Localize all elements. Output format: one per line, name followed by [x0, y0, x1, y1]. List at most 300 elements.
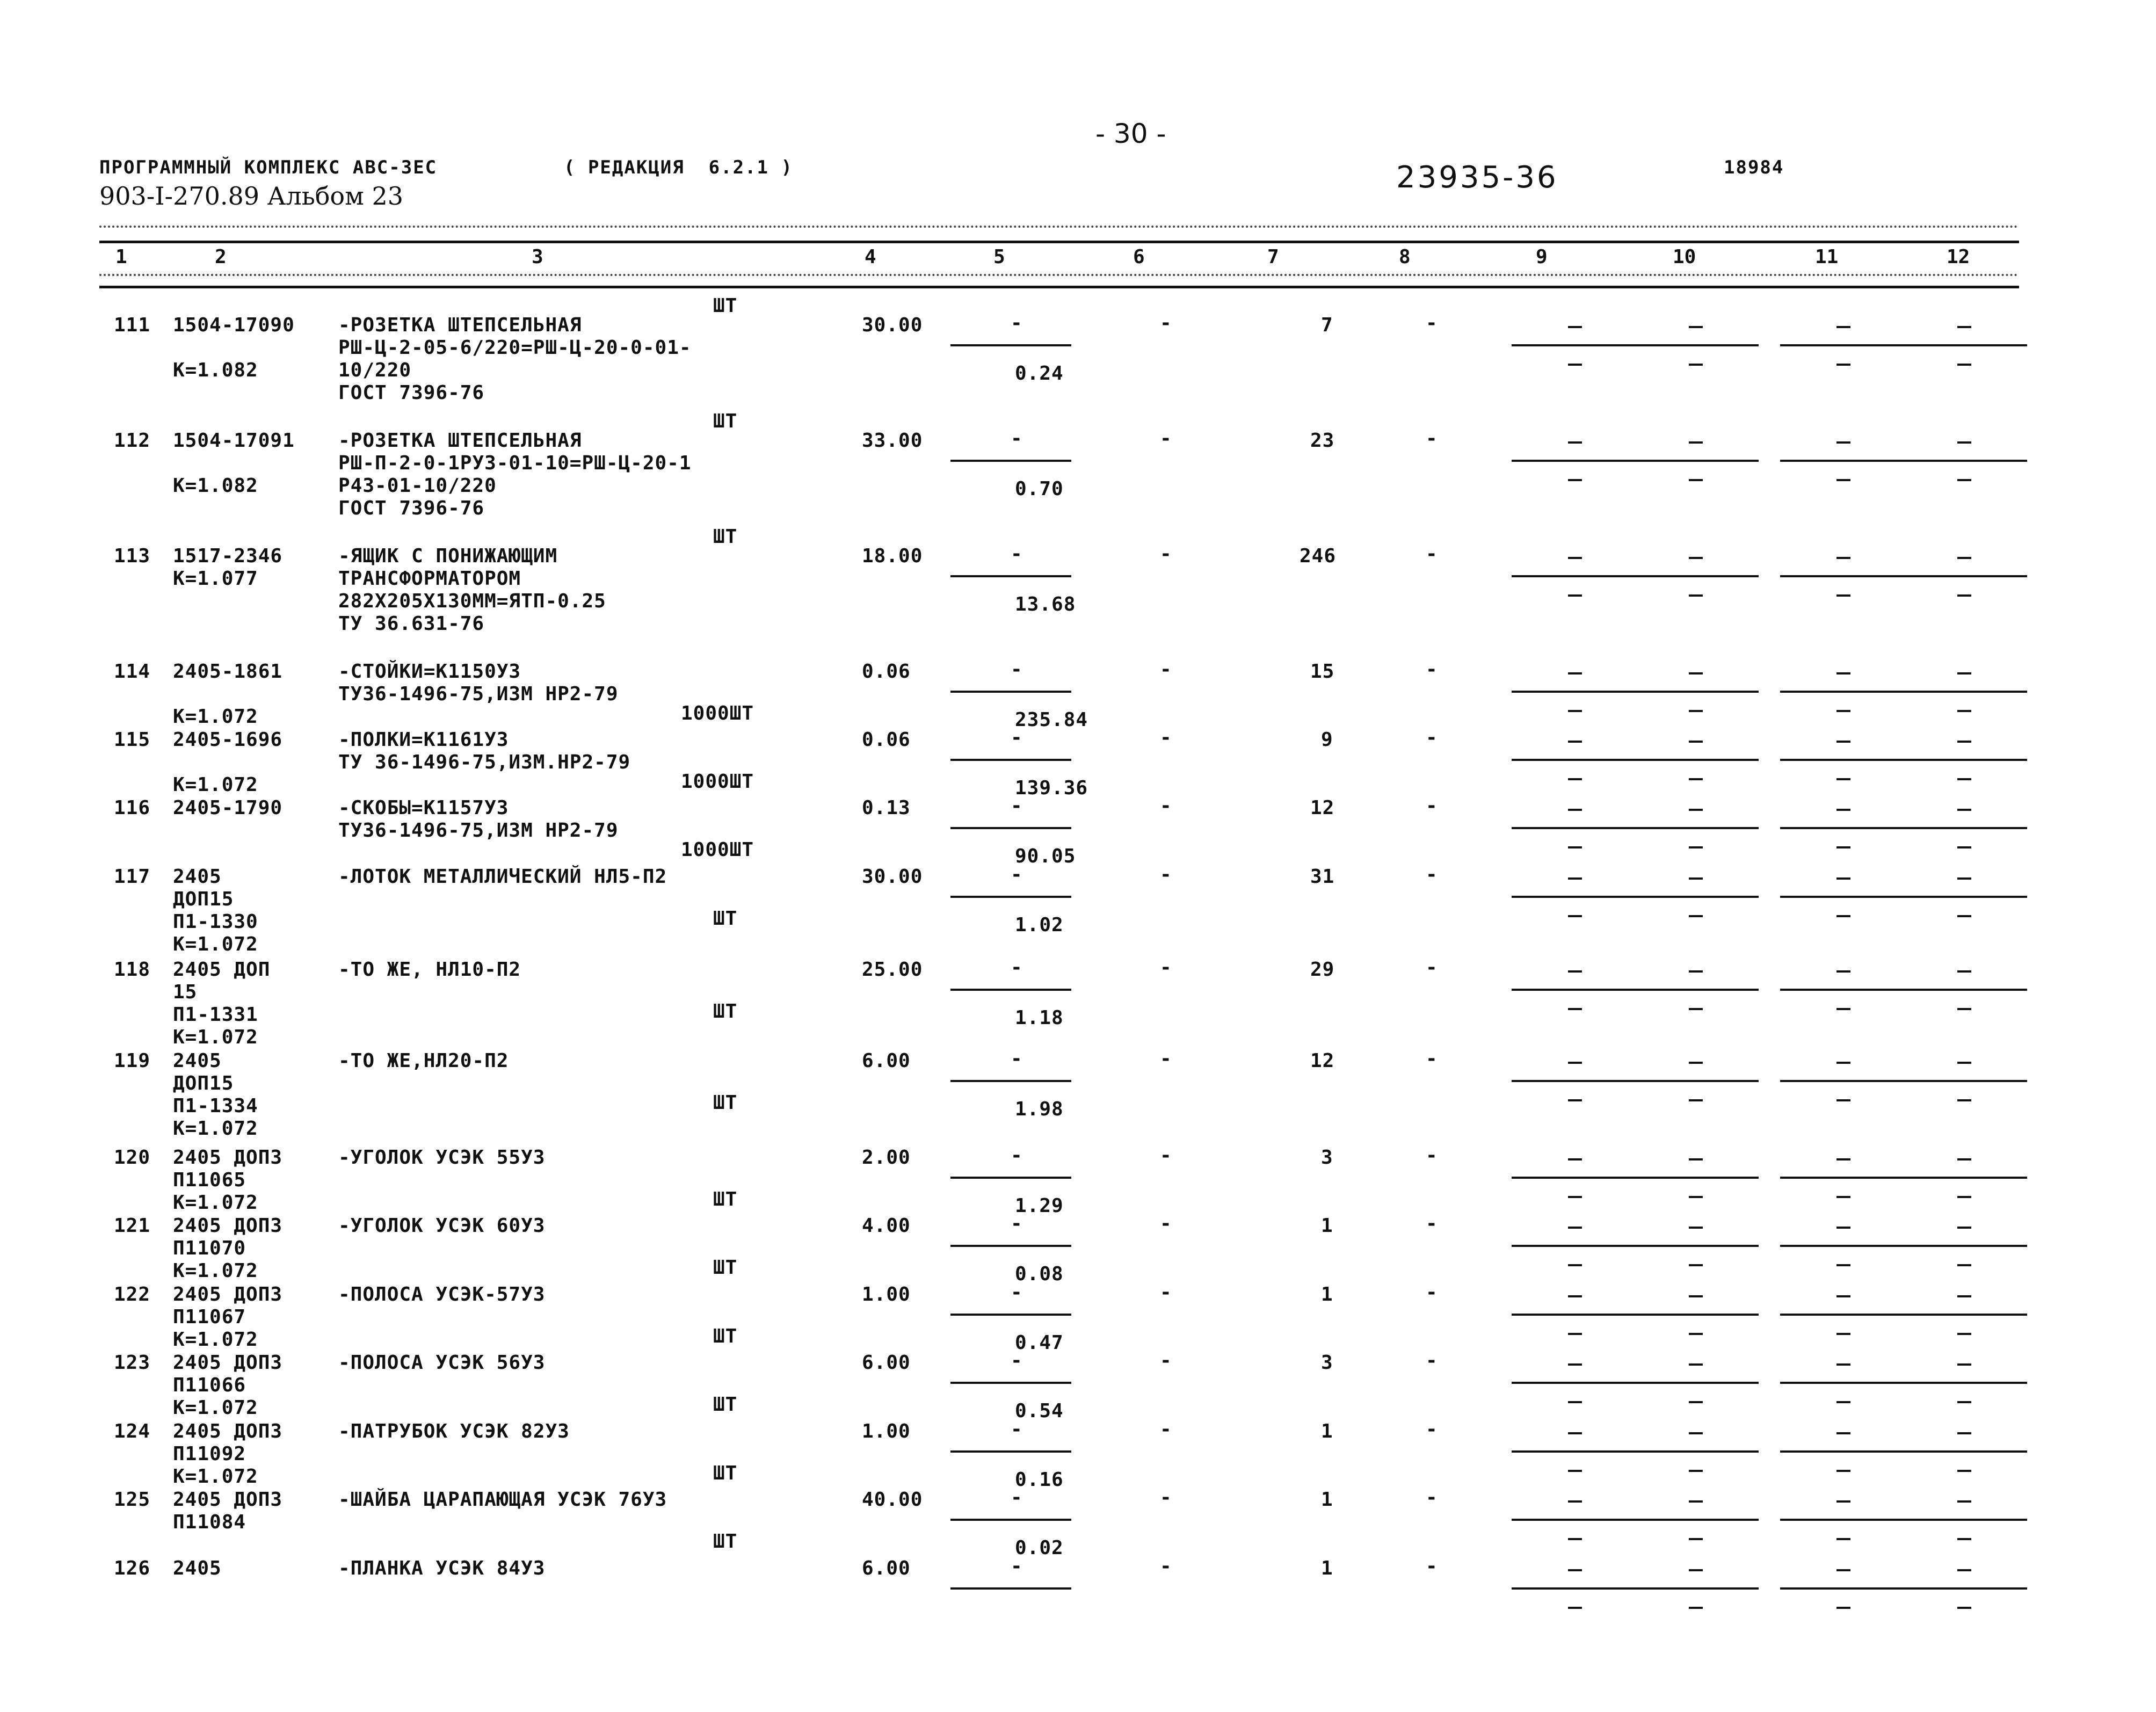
col5-fraction-line — [950, 691, 1071, 693]
col10-top-dash — [1689, 1363, 1703, 1366]
col5-top-value: - — [1011, 312, 1023, 334]
column-number-3: 3 — [532, 246, 543, 268]
col12-top-dash — [1957, 1500, 1971, 1503]
item-description: -ПАТРУБОК УСЭК 82У3 — [338, 1420, 570, 1442]
col10-bottom-dash — [1689, 1008, 1703, 1010]
col12-bottom-dash — [1957, 1333, 1971, 1335]
col9-top-dash — [1568, 557, 1582, 559]
col10-top-dash — [1689, 970, 1703, 973]
col11-top-dash — [1836, 1062, 1850, 1064]
col5-bottom-value: 1.98 — [1015, 1098, 1064, 1120]
col8-value: - — [1426, 864, 1438, 886]
col12-top-dash — [1957, 1569, 1971, 1571]
col8-value: - — [1426, 312, 1438, 334]
col6-value: - — [1160, 1486, 1172, 1508]
col11-bottom-dash — [1836, 846, 1850, 848]
col12-top-dash — [1957, 1227, 1971, 1229]
col11-bottom-dash — [1836, 778, 1850, 780]
col11-top-dash — [1836, 970, 1850, 973]
col10-bottom-dash — [1689, 1538, 1703, 1540]
col12-top-dash — [1957, 1158, 1971, 1160]
col11-bottom-dash — [1836, 1607, 1850, 1609]
quantity-value: 30.00 — [862, 866, 923, 888]
col8-value: - — [1426, 427, 1438, 449]
col5-fraction-line — [950, 827, 1071, 829]
col5-fraction-line — [950, 575, 1071, 577]
quantity-value: 6.00 — [862, 1557, 911, 1579]
col11-fraction-line — [1780, 827, 1906, 829]
col8-value: - — [1426, 1213, 1438, 1235]
col9-fraction-line — [1512, 1245, 1638, 1247]
item-description: -ТО ЖЕ, НЛ10-П2 — [338, 959, 521, 981]
quantity-value: 2.00 — [862, 1147, 911, 1169]
item-code: П11084 — [173, 1511, 246, 1533]
col12-fraction-line — [1901, 691, 2027, 693]
col10-fraction-line — [1632, 1314, 1759, 1316]
column-number-11: 11 — [1815, 246, 1839, 268]
col5-fraction-line — [950, 344, 1071, 346]
col8-value: - — [1426, 658, 1438, 680]
col7-value: 29 — [1310, 959, 1335, 981]
col6-value: - — [1160, 1418, 1172, 1440]
col9-fraction-line — [1512, 1519, 1638, 1521]
col10-top-dash — [1689, 1500, 1703, 1503]
item-code: 2405 — [173, 1557, 222, 1579]
col11-fraction-line — [1780, 344, 1906, 346]
col11-top-dash — [1836, 1569, 1850, 1571]
col5-bottom-value: 90.05 — [1015, 845, 1076, 867]
col11-bottom-dash — [1836, 1333, 1850, 1335]
item-code: П1-1330 — [173, 911, 258, 933]
col12-bottom-dash — [1957, 594, 1971, 597]
item-description: ТУ 36.631-76 — [338, 613, 485, 635]
col8-value: - — [1426, 1281, 1438, 1303]
item-description: ТУ 36-1496-75,ИЗМ.НР2-79 — [338, 751, 631, 773]
item-description: -ТО ЖЕ,НЛ20-П2 — [338, 1050, 509, 1072]
item-code: К=1.072 — [173, 706, 258, 728]
col9-bottom-dash — [1568, 1099, 1582, 1101]
item-description: -ЯЩИК С ПОНИЖАЮЩИМ — [338, 545, 558, 567]
col12-fraction-line — [1901, 896, 2027, 898]
col10-bottom-dash — [1689, 915, 1703, 917]
col5-bottom-value: 0.02 — [1015, 1537, 1064, 1559]
col11-fraction-line — [1780, 1245, 1906, 1247]
col10-top-dash — [1689, 672, 1703, 674]
item-code: 2405-1790 — [173, 797, 283, 819]
col5-fraction-line — [950, 896, 1071, 898]
col10-bottom-dash — [1689, 1607, 1703, 1609]
row-number: 111 — [114, 314, 151, 336]
col9-top-dash — [1568, 1569, 1582, 1571]
col9-fraction-line — [1512, 460, 1638, 462]
col11-fraction-line — [1780, 1314, 1906, 1316]
col5-top-value: - — [1011, 1555, 1023, 1577]
col6-value: - — [1160, 1555, 1172, 1577]
col7-value: 23 — [1310, 430, 1335, 452]
item-description: -ПЛАНКА УСЭК 84У3 — [338, 1557, 546, 1579]
header-top-rule — [99, 241, 2019, 243]
col5-fraction-line — [950, 759, 1071, 761]
col11-fraction-line — [1780, 896, 1906, 898]
col11-fraction-line — [1780, 1080, 1906, 1082]
col12-bottom-dash — [1957, 1099, 1971, 1101]
item-description: -ЛОТОК МЕТАЛЛИЧЕСКИЙ НЛ5-П2 — [338, 866, 667, 888]
item-description: -РОЗЕТКА ШТЕПСЕЛЬНАЯ — [338, 430, 582, 452]
column-number-9: 9 — [1536, 246, 1548, 268]
col9-fraction-line — [1512, 1450, 1638, 1453]
edition-label: ( РЕДАКЦИЯ 6.2.1 ) — [564, 157, 793, 178]
col7-value: 246 — [1300, 545, 1337, 567]
col12-fraction-line — [1901, 1382, 2027, 1384]
item-description: -ШАЙБА ЦАРАПАЮЩАЯ УСЭК 76У3 — [338, 1489, 667, 1511]
item-description: -ПОЛОСА УСЭК 56У3 — [338, 1352, 546, 1374]
col11-bottom-dash — [1836, 364, 1850, 366]
quantity-value: 6.00 — [862, 1050, 911, 1072]
header-bottom-rule — [99, 286, 2019, 288]
col9-fraction-line — [1512, 827, 1638, 829]
col10-bottom-dash — [1689, 479, 1703, 481]
col5-bottom-value: 0.47 — [1015, 1332, 1064, 1354]
item-code: 2405 ДОП3 — [173, 1147, 283, 1169]
quantity-value: 0.06 — [862, 729, 911, 751]
col9-fraction-line — [1512, 1314, 1638, 1316]
unit-label: ШТ — [713, 1530, 738, 1553]
col11-top-dash — [1836, 441, 1850, 444]
col5-top-value: - — [1011, 1048, 1023, 1070]
col12-fraction-line — [1901, 827, 2027, 829]
col5-top-value: - — [1011, 956, 1023, 978]
col10-fraction-line — [1632, 989, 1759, 991]
col10-bottom-dash — [1689, 1099, 1703, 1101]
col9-bottom-dash — [1568, 1196, 1582, 1198]
col5-bottom-value: 0.54 — [1015, 1400, 1064, 1422]
col5-top-value: - — [1011, 543, 1023, 565]
col10-top-dash — [1689, 1432, 1703, 1434]
item-code: 2405 ДОП3 — [173, 1283, 283, 1305]
col9-top-dash — [1568, 1158, 1582, 1160]
col9-fraction-line — [1512, 1382, 1638, 1384]
col9-top-dash — [1568, 1227, 1582, 1229]
col10-fraction-line — [1632, 896, 1759, 898]
col5-top-value: - — [1011, 658, 1023, 680]
unit-label: ШТ — [713, 410, 738, 432]
item-code: 1504-17090 — [173, 314, 295, 336]
col10-bottom-dash — [1689, 1264, 1703, 1266]
col8-value: - — [1426, 1144, 1438, 1166]
col9-top-dash — [1568, 326, 1582, 328]
col6-value: - — [1160, 1144, 1172, 1166]
col8-value: - — [1426, 1555, 1438, 1577]
col5-top-value: - — [1011, 1486, 1023, 1508]
col12-top-dash — [1957, 809, 1971, 811]
col5-top-value: - — [1011, 1418, 1023, 1440]
col9-bottom-dash — [1568, 1008, 1582, 1010]
col11-fraction-line — [1780, 1177, 1906, 1179]
col6-value: - — [1160, 312, 1172, 334]
item-description: Р43-01-10/220 — [338, 475, 497, 497]
col10-top-dash — [1689, 1569, 1703, 1571]
col10-top-dash — [1689, 557, 1703, 559]
item-description: 10/220 — [338, 359, 412, 381]
unit-label: ШТ — [713, 526, 738, 548]
column-number-7: 7 — [1267, 246, 1279, 268]
item-description: ГОСТ 7396-76 — [338, 497, 485, 519]
unit-label: ШТ — [713, 1325, 738, 1347]
col8-value: - — [1426, 1048, 1438, 1070]
col12-fraction-line — [1901, 1314, 2027, 1316]
unit-label: ШТ — [713, 908, 738, 930]
col9-bottom-dash — [1568, 915, 1582, 917]
quantity-value: 0.13 — [862, 797, 911, 819]
col9-top-dash — [1568, 1363, 1582, 1366]
col9-top-dash — [1568, 1062, 1582, 1064]
column-number-12: 12 — [1947, 246, 1970, 268]
col11-top-dash — [1836, 1158, 1850, 1160]
unit-label: 1000ШТ — [681, 771, 754, 793]
col9-bottom-dash — [1568, 1470, 1582, 1472]
item-code: П11070 — [173, 1237, 246, 1259]
col5-top-value: - — [1011, 1213, 1023, 1235]
col11-bottom-dash — [1836, 594, 1850, 597]
row-number: 122 — [114, 1283, 151, 1305]
col9-bottom-dash — [1568, 1333, 1582, 1335]
col5-fraction-line — [950, 1314, 1071, 1316]
item-code: К=1.082 — [173, 475, 258, 497]
col10-fraction-line — [1632, 460, 1759, 462]
col9-bottom-dash — [1568, 846, 1582, 848]
col7-value: 3 — [1321, 1147, 1333, 1169]
quantity-value: 1.00 — [862, 1420, 911, 1442]
col12-top-dash — [1957, 557, 1971, 559]
document-code: 23935-36 — [1396, 160, 1558, 195]
col6-value: - — [1160, 427, 1172, 449]
col12-bottom-dash — [1957, 710, 1971, 712]
col12-bottom-dash — [1957, 1538, 1971, 1540]
quantity-value: 25.00 — [862, 959, 923, 981]
col7-value: 9 — [1321, 729, 1333, 751]
row-number: 126 — [114, 1557, 151, 1579]
col9-top-dash — [1568, 1432, 1582, 1434]
item-code: К=1.077 — [173, 568, 258, 590]
column-number-4: 4 — [865, 246, 876, 268]
item-code: 1504-17091 — [173, 430, 295, 452]
col9-fraction-line — [1512, 575, 1638, 577]
row-number: 124 — [114, 1420, 151, 1442]
quantity-value: 40.00 — [862, 1489, 923, 1511]
quantity-value: 30.00 — [862, 314, 923, 336]
unit-label: ШТ — [713, 1000, 738, 1022]
col11-fraction-line — [1780, 1587, 1906, 1590]
header-dotted-rule — [99, 226, 2019, 228]
col12-bottom-dash — [1957, 915, 1971, 917]
col7-value: 3 — [1321, 1352, 1333, 1374]
col10-fraction-line — [1632, 1382, 1759, 1384]
col5-fraction-line — [950, 1177, 1071, 1179]
quantity-value: 1.00 — [862, 1283, 911, 1305]
col10-fraction-line — [1632, 691, 1759, 693]
col9-top-dash — [1568, 877, 1582, 880]
item-code: ДОП15 — [173, 888, 234, 910]
col12-bottom-dash — [1957, 846, 1971, 848]
col9-fraction-line — [1512, 691, 1638, 693]
col11-bottom-dash — [1836, 1008, 1850, 1010]
row-number: 125 — [114, 1489, 151, 1511]
col12-top-dash — [1957, 441, 1971, 444]
col12-bottom-dash — [1957, 1008, 1971, 1010]
col12-top-dash — [1957, 741, 1971, 743]
col11-top-dash — [1836, 1295, 1850, 1297]
item-code: 2405 ДОП3 — [173, 1215, 283, 1237]
col10-top-dash — [1689, 326, 1703, 328]
row-number: 113 — [114, 545, 151, 567]
item-code: П11092 — [173, 1443, 246, 1465]
item-description: РШ-П-2-0-1РУ3-01-10=РШ-Ц-20-1 — [338, 452, 692, 474]
col11-top-dash — [1836, 741, 1850, 743]
col10-bottom-dash — [1689, 364, 1703, 366]
page-number: - 30 - — [1095, 118, 1166, 149]
col5-fraction-line — [950, 460, 1071, 462]
col5-bottom-value: 1.02 — [1015, 914, 1064, 936]
col5-top-value: - — [1011, 864, 1023, 886]
col10-bottom-dash — [1689, 846, 1703, 848]
col5-fraction-line — [950, 1382, 1071, 1384]
col8-value: - — [1426, 956, 1438, 978]
col5-bottom-value: 235.84 — [1015, 709, 1088, 731]
unit-label: ШТ — [713, 1188, 738, 1210]
col12-bottom-dash — [1957, 479, 1971, 481]
col11-top-dash — [1836, 1500, 1850, 1503]
col10-top-dash — [1689, 1158, 1703, 1160]
col12-fraction-line — [1901, 1245, 2027, 1247]
col12-fraction-line — [1901, 344, 2027, 346]
quantity-value: 4.00 — [862, 1215, 911, 1237]
col6-value: - — [1160, 1350, 1172, 1372]
col12-bottom-dash — [1957, 1401, 1971, 1403]
item-description: ТУ36-1496-75,ИЗМ НР2-79 — [338, 683, 619, 705]
item-code: К=1.072 — [173, 1397, 258, 1419]
col6-value: - — [1160, 956, 1172, 978]
col7-value: 1 — [1321, 1283, 1333, 1305]
item-code: К=1.072 — [173, 1466, 258, 1488]
item-description: -ПОЛКИ=К1161У3 — [338, 729, 509, 751]
col10-top-dash — [1689, 877, 1703, 880]
item-description: ТРАНСФОРМАТОРОМ — [338, 568, 521, 590]
col5-fraction-line — [950, 1080, 1071, 1082]
col9-top-dash — [1568, 741, 1582, 743]
col6-value: - — [1160, 1281, 1172, 1303]
col9-bottom-dash — [1568, 479, 1582, 481]
col11-bottom-dash — [1836, 1196, 1850, 1198]
col5-top-value: - — [1011, 795, 1023, 817]
col9-bottom-dash — [1568, 710, 1582, 712]
item-description: -РОЗЕТКА ШТЕПСЕЛЬНАЯ — [338, 314, 582, 336]
col11-bottom-dash — [1836, 1099, 1850, 1101]
unit-label: ШТ — [713, 1462, 738, 1484]
col11-fraction-line — [1780, 691, 1906, 693]
col10-fraction-line — [1632, 1519, 1759, 1521]
col9-bottom-dash — [1568, 364, 1582, 366]
col12-fraction-line — [1901, 1080, 2027, 1082]
col11-bottom-dash — [1836, 710, 1850, 712]
col11-top-dash — [1836, 809, 1850, 811]
col12-top-dash — [1957, 1062, 1971, 1064]
col7-value: 15 — [1310, 661, 1335, 683]
item-code: К=1.072 — [173, 1192, 258, 1214]
col10-fraction-line — [1632, 1245, 1759, 1247]
col10-bottom-dash — [1689, 778, 1703, 780]
col10-top-dash — [1689, 1295, 1703, 1297]
col7-value: 1 — [1321, 1557, 1333, 1579]
col10-top-dash — [1689, 1062, 1703, 1064]
col5-top-value: - — [1011, 1281, 1023, 1303]
col5-fraction-line — [950, 1450, 1071, 1453]
column-number-5: 5 — [993, 246, 1005, 268]
col8-value: - — [1426, 795, 1438, 817]
col12-fraction-line — [1901, 1450, 2027, 1453]
col9-top-dash — [1568, 809, 1582, 811]
col12-bottom-dash — [1957, 1607, 1971, 1609]
item-code: К=1.072 — [173, 1026, 258, 1048]
col9-bottom-dash — [1568, 1538, 1582, 1540]
row-number: 120 — [114, 1147, 151, 1169]
col11-top-dash — [1836, 1363, 1850, 1366]
col10-fraction-line — [1632, 1177, 1759, 1179]
item-description: -ПОЛОСА УСЭК-57У3 — [338, 1283, 546, 1305]
col11-fraction-line — [1780, 1382, 1906, 1384]
col12-top-dash — [1957, 1363, 1971, 1366]
col10-top-dash — [1689, 741, 1703, 743]
col9-fraction-line — [1512, 344, 1638, 346]
item-code: 2405 — [173, 1050, 222, 1072]
col6-value: - — [1160, 543, 1172, 565]
col9-bottom-dash — [1568, 1607, 1582, 1609]
document-number: 18984 — [1724, 157, 1784, 178]
col6-value: - — [1160, 864, 1172, 886]
unit-label: ШТ — [713, 1394, 738, 1416]
col5-top-value: - — [1011, 1144, 1023, 1166]
col12-bottom-dash — [1957, 1196, 1971, 1198]
col10-fraction-line — [1632, 1450, 1759, 1453]
col10-fraction-line — [1632, 1080, 1759, 1082]
col11-fraction-line — [1780, 759, 1906, 761]
quantity-value: 0.06 — [862, 661, 911, 683]
col12-fraction-line — [1901, 1519, 2027, 1521]
col9-bottom-dash — [1568, 1401, 1582, 1403]
column-number-6: 6 — [1133, 246, 1145, 268]
col11-fraction-line — [1780, 575, 1906, 577]
col9-top-dash — [1568, 1295, 1582, 1297]
col11-bottom-dash — [1836, 1538, 1850, 1540]
col8-value: - — [1426, 543, 1438, 565]
col7-value: 12 — [1310, 1050, 1335, 1072]
item-code: 2405 ДОП3 — [173, 1420, 283, 1442]
col9-fraction-line — [1512, 896, 1638, 898]
col12-bottom-dash — [1957, 1470, 1971, 1472]
col10-top-dash — [1689, 809, 1703, 811]
col10-fraction-line — [1632, 344, 1759, 346]
column-number-10: 10 — [1673, 246, 1696, 268]
item-code: П11065 — [173, 1169, 246, 1191]
col8-value: - — [1426, 1350, 1438, 1372]
col9-bottom-dash — [1568, 1264, 1582, 1266]
quantity-value: 33.00 — [862, 430, 923, 452]
item-description: -УГОЛОК УСЭК 55У3 — [338, 1147, 546, 1169]
col5-top-value: - — [1011, 727, 1023, 749]
column-number-2: 2 — [215, 246, 227, 268]
col5-top-value: - — [1011, 427, 1023, 449]
col9-fraction-line — [1512, 1177, 1638, 1179]
col6-value: - — [1160, 795, 1172, 817]
